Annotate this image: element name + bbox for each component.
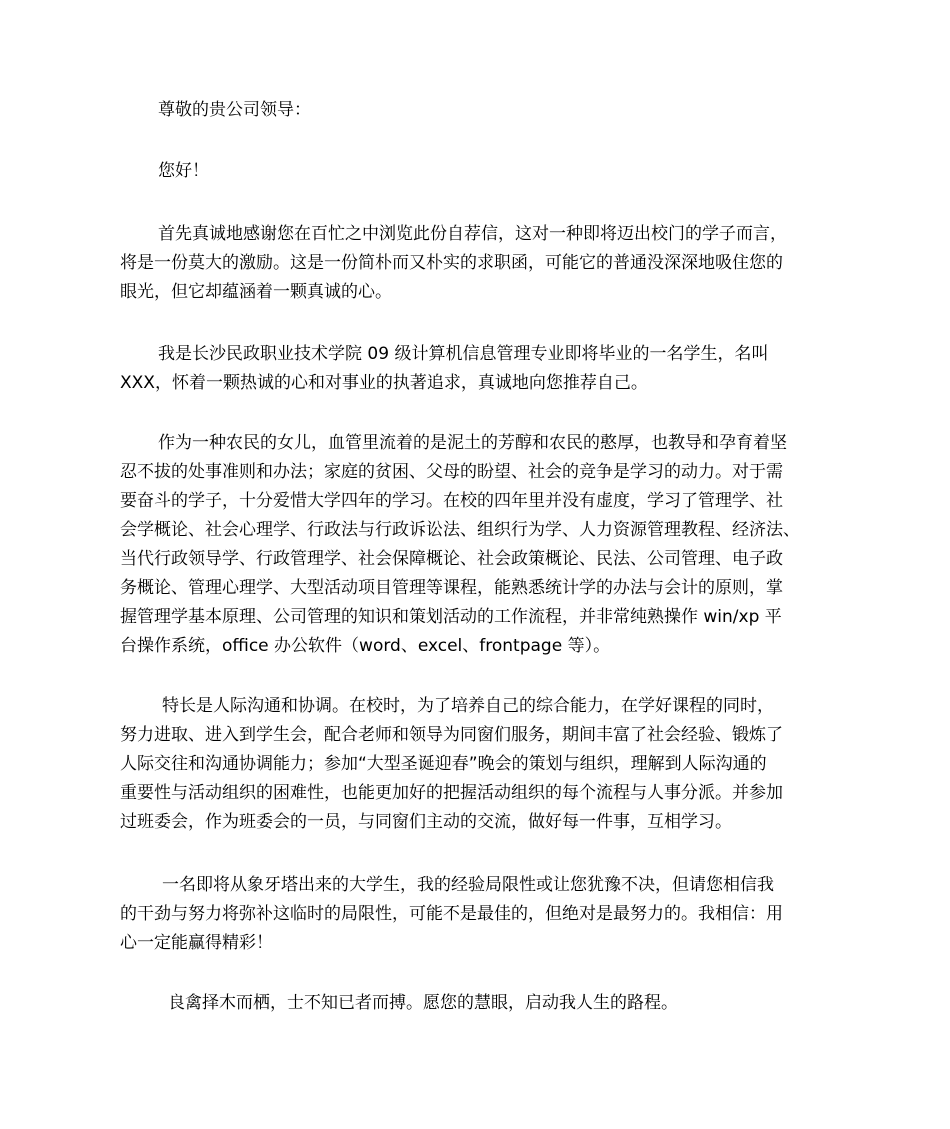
- greeting-text: 您好！: [158, 161, 209, 181]
- paragraph-line: 过班委会，作为班委会的一员，与同窗们主动的交流，做好每一件事，互相学习。: [120, 812, 732, 832]
- paragraph-line: 台操作系统，office 办公软件（word、excel、frontpage 等）。: [120, 636, 611, 656]
- paragraph-line: 良禽择木而栖，士不知已者而搏。愿您的慧眼，启动我人生的路程。: [168, 993, 678, 1013]
- paragraph-commitment: [120, 871, 840, 958]
- paragraph-strengths: [120, 692, 840, 837]
- paragraph-line: 努力进取、进入到学生会，配合老师和领导为同窗们服务，期间丰富了社会经验、锻炼了: [120, 725, 783, 745]
- paragraph-line: 要奋斗的学子，十分爱惜大学四年的学习。在校的四年里并没有虚度，学习了管理学、社: [120, 491, 783, 511]
- paragraph-line: 的干劲与努力将弥补这临时的局限性，可能不是最佳的，但绝对是最努力的。我相信：用: [120, 904, 783, 924]
- paragraph-line: 会学概论、社会心理学、行政法与行政诉讼法、组织行为学、人力资源管理教程、经济法、: [120, 520, 800, 540]
- paragraph-introduction: [120, 340, 840, 398]
- paragraph-line: 当代行政领导学、行政管理学、社会保障概论、社会政策概论、民法、公司管理、电子政: [120, 549, 783, 569]
- paragraph-line: 握管理学基本原理、公司管理的知识和策划活动的工作流程，并非常纯熟操作 win/xp 平: [120, 607, 782, 627]
- salutation-text: 尊敬的贵公司领导：: [158, 100, 311, 120]
- paragraph-background-study: [120, 429, 840, 661]
- paragraph-line: 首先真诚地感谢您在百忙之中浏览此份自荐信，这对一种即将迈出校门的学子而言，: [158, 224, 787, 244]
- paragraph-line: 我是长沙民政职业技术学院 09 级计算机信息管理专业即将毕业的一名学生，名叫: [158, 344, 769, 364]
- paragraph-line: 重要性与活动组织的困难性，也能更加好的把握活动组织的每个流程与人事分派。并参加: [120, 783, 783, 803]
- paragraph-closing: [120, 989, 840, 1018]
- paragraph-line: 一名即将从象牙塔出来的大学生，我的经验局限性或让您犹豫不决，但请您相信我: [162, 875, 774, 895]
- paragraph-line: 眼光，但它却蕴涵着一颗真诚的心。: [120, 282, 392, 302]
- paragraph-line: 特长是人际沟通和协调。在校时，为了培养自己的综合能力，在学好课程的同时，: [162, 696, 774, 716]
- paragraph-line: 将是一份莫大的激励。这是一份简朴而又朴实的求职函，可能它的普通没深深地吸住您的: [120, 253, 783, 273]
- salutation: [120, 96, 840, 125]
- paragraph-line: 务概论、管理心理学、大型活动项目管理等课程，能熟悉统计学的办法与会计的原则，掌: [120, 578, 783, 598]
- paragraph-line: 心一定能赢得精彩！: [120, 933, 273, 953]
- paragraph-line: 作为一种农民的女儿，血管里流着的是泥土的芳醇和农民的憨厚，也教导和孕育着坚: [158, 433, 787, 453]
- paragraph-line: 忍不拔的处事准则和办法；家庭的贫困、父母的盼望、社会的竞争是学习的动力。对于需: [120, 462, 783, 482]
- paragraph-line: XXX，怀着一颗热诚的心和对事业的执著追求，真诚地向您推荐自己。: [120, 373, 648, 393]
- greeting: [120, 157, 840, 186]
- paragraph-line: 人际交往和沟通协调能力；参加“大型圣诞迎春”晚会的策划与组织，理解到人际沟通的: [120, 754, 767, 774]
- paragraph-gratitude: [120, 220, 840, 307]
